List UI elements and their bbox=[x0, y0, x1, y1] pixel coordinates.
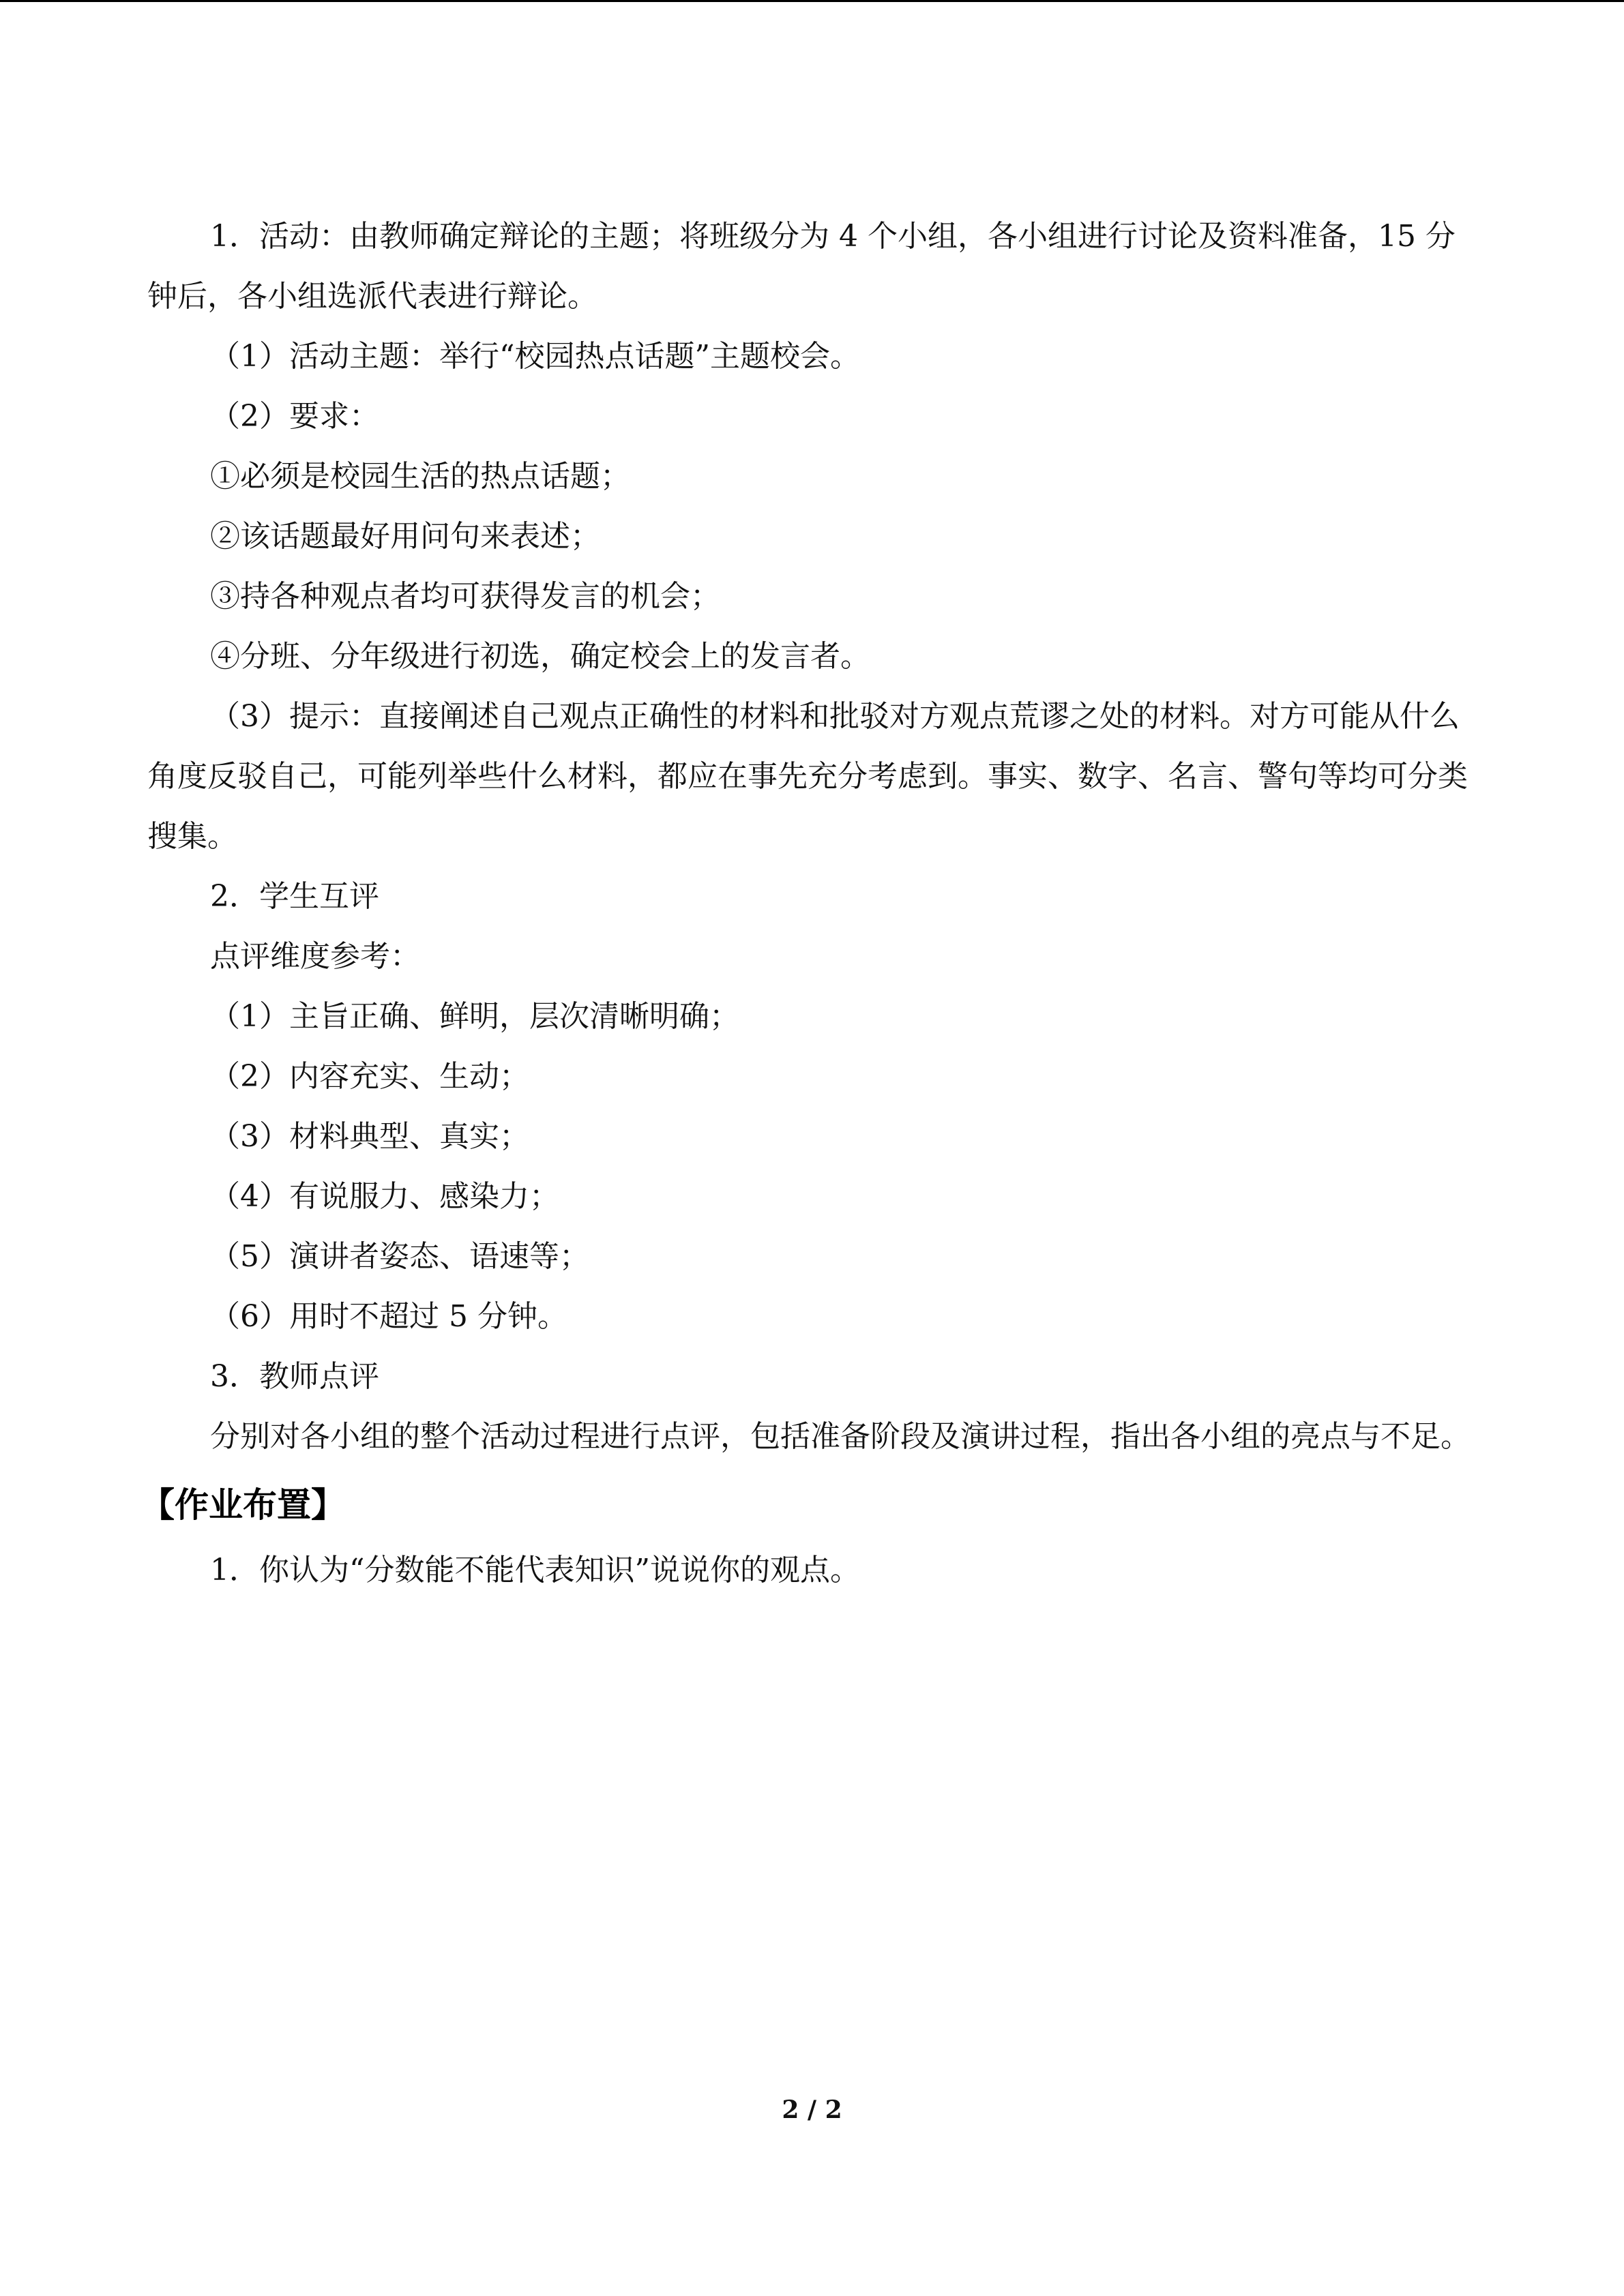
criterion-item-3: （3）材料典型、真实； bbox=[210, 1119, 529, 1154]
requirement-item-2: ②该话题最好用问句来表述； bbox=[210, 519, 600, 554]
activity-paragraph: 1．活动：由教师确定辩论的主题；将班级分为 4 个小组，各小组进行讨论及资料准备，15 分钟后，各小组选派代表进行辩论。 bbox=[147, 219, 1456, 314]
teacher-review-paragraph: 分别对各小组的整个活动过程进行点评，包括准备阶段及演讲过程，指出各小组的亮点与不足。 bbox=[210, 1419, 1471, 1454]
criterion-item-4: （4）有说服力、感染力； bbox=[210, 1179, 559, 1214]
peer-review-title: 2．学生互评 bbox=[210, 879, 379, 914]
criterion-item-6: （6）用时不超过 5 分钟。 bbox=[210, 1299, 567, 1334]
homework-item-1: 1．你认为“分数能不能代表知识”说说你的观点。 bbox=[210, 1553, 860, 1587]
requirement-item-4: ④分班、分年级进行初选，确定校会上的发言者。 bbox=[210, 639, 870, 674]
criterion-item-1: （1）主旨正确、鲜明，层次清晰明确； bbox=[210, 999, 739, 1034]
page-number: 2 / 2 bbox=[782, 2096, 842, 2124]
teacher-review-title: 3．教师点评 bbox=[210, 1359, 379, 1394]
page-content bbox=[141, 207, 1477, 1600]
requirement-item-3: ③持各种观点者均可获得发言的机会； bbox=[210, 579, 720, 614]
homework-heading: 【作业布置】 bbox=[141, 1485, 345, 1525]
requirements-label: （2）要求： bbox=[210, 399, 379, 434]
review-dimensions-label: 点评维度参考： bbox=[210, 939, 420, 974]
requirement-item-1: ①必须是校园生活的热点话题； bbox=[210, 459, 630, 494]
hint-paragraph: （3）提示：直接阐述自己观点正确性的材料和批驳对方观点荒谬之处的材料。对方可能从什么角度反驳自己，可能列举些什么材料，都应在事先充分考虑到。事实、数字、名言、警句等均可分类搜集。 bbox=[147, 699, 1468, 854]
criterion-item-2: （2）内容充实、生动； bbox=[210, 1059, 529, 1094]
activity-theme: （1）活动主题：举行“校园热点话题”主题校会。 bbox=[210, 339, 860, 374]
criterion-item-5: （5）演讲者姿态、语速等； bbox=[210, 1239, 589, 1274]
